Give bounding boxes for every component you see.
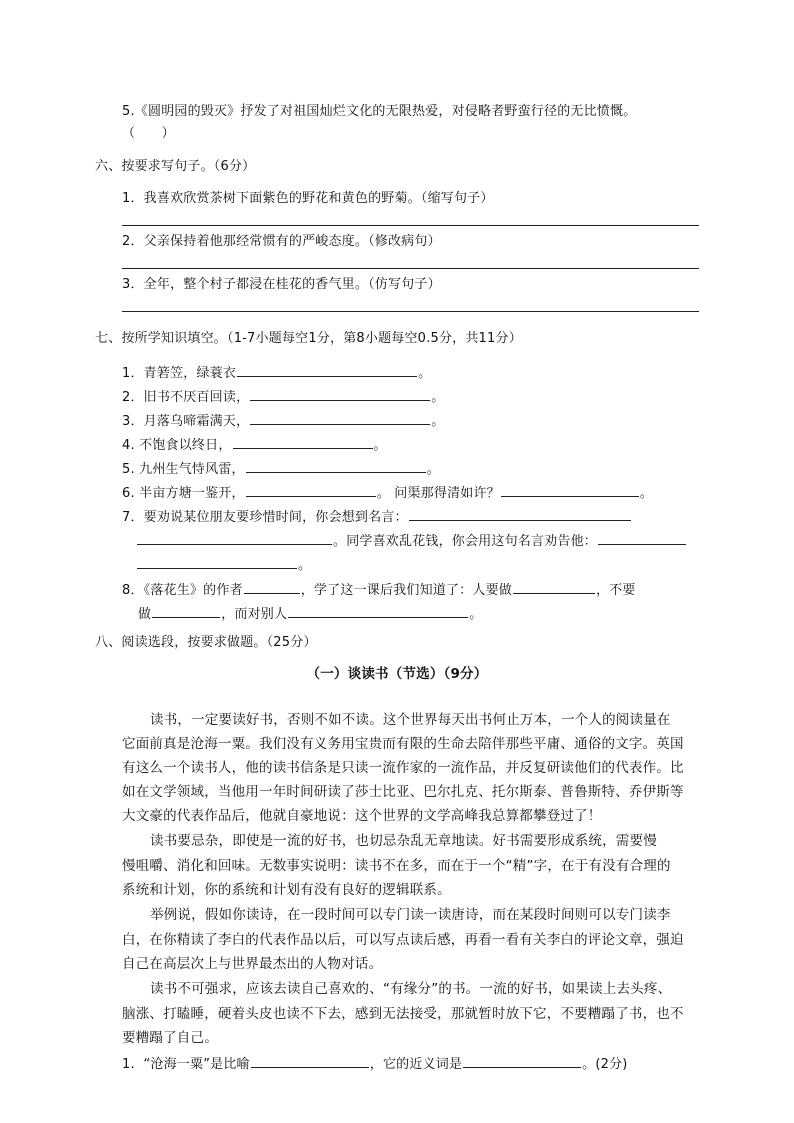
section-6-item-2: 2．父亲保持着他那经常惯有的严峻态度。（修改病句） xyxy=(122,234,441,249)
item-3-text: 3．月落乌啼霜满天， xyxy=(122,414,250,429)
item-8-text-d: 做 xyxy=(138,607,152,622)
passage-line-4: 如在文学领域，当他用一年时间研读了莎士比亚、巴尔扎克、托尔斯泰、普鲁斯特、乔伊斯等 xyxy=(122,784,684,800)
period: 。 xyxy=(639,486,654,501)
blank[interactable] xyxy=(288,603,468,618)
item-2-text: 2．旧书不厌百回读， xyxy=(122,390,250,405)
section-6-answer-line-3[interactable] xyxy=(122,311,699,312)
blank[interactable] xyxy=(137,530,332,545)
question-5-answer-bracket[interactable]: （ ） xyxy=(122,126,175,141)
passage-line-9: 举例说，假如你读诗，在一段时间可以专门读一读唐诗，而在某段时间则可以专门读李 xyxy=(150,907,671,923)
reading-question-1 xyxy=(122,1053,628,1074)
blank[interactable] xyxy=(250,410,430,425)
passage-line-7: 慢咀嚼、消化和回味。无数事实说明：读书不在多，而在于一个“精”字，在于有没有合理的 xyxy=(122,858,671,874)
section-7-heading: 七、按所学知识填空。（1-7小题每空1分，第8小题每空0.5分，共11分） xyxy=(95,331,522,346)
section-7-item-2 xyxy=(122,386,444,407)
section-8-heading: 八、阅读选段，按要求做题。（25分） xyxy=(95,635,317,650)
item-8-text-c: ，不要 xyxy=(595,583,636,598)
passage-line-6: 读书要忌杂，即使是一流的好书，也切忌杂乱无章地读。好书需要形成系统，需要慢 xyxy=(150,833,657,849)
section-7-item-7-end xyxy=(136,554,311,575)
period: 。 xyxy=(431,414,445,429)
blank[interactable] xyxy=(598,530,686,545)
section-7-item-3 xyxy=(122,410,444,431)
passage-line-12: 读书不可强求，应该去读自己喜欢的、“有缘分”的书。一流的好书，如果读上去头疼、 xyxy=(150,981,672,997)
section-7-item-7-cont xyxy=(136,530,687,551)
passage-line-13: 脑涨、打瞌睡，硬着头皮也读不下去，感到无法接受，那就暂时放下它，不要糟蹋了书，也不 xyxy=(122,1006,684,1022)
period: 。 xyxy=(418,366,432,381)
section-7-item-8 xyxy=(122,579,636,600)
blank[interactable] xyxy=(251,1053,369,1068)
blank[interactable] xyxy=(233,434,373,449)
section-7-item-6 xyxy=(122,482,653,503)
blank[interactable] xyxy=(152,603,220,618)
section-6-heading: 六、按要求写句子。（6分） xyxy=(95,159,256,174)
period: 。 xyxy=(469,607,483,622)
period: 。 xyxy=(426,462,440,477)
section-7-item-7 xyxy=(122,506,632,527)
item-8-text-e: ，而对别人 xyxy=(221,607,288,622)
blank[interactable] xyxy=(513,579,595,594)
item-7-text: 7．要劝说某位朋友要珍惜时间，你会想到名言： xyxy=(122,510,408,525)
blank[interactable] xyxy=(137,554,297,569)
blank[interactable] xyxy=(409,506,631,521)
period: 。 xyxy=(373,438,387,453)
passage-line-11: 自己在高层次上与世界最杰出的人物对话。 xyxy=(122,956,383,972)
item-6-text: 6. 半亩方塘一鉴开， xyxy=(122,486,245,501)
passage-line-8: 系统和计划，你的系统和计划有没有良好的逻辑联系。 xyxy=(122,882,451,898)
passage-line-2: 它面前真是沧海一粟。我们没有义务用宝贵而有限的生命去陪伴那些平庸、通俗的文字。英国 xyxy=(122,736,684,752)
section-6-answer-line-1[interactable] xyxy=(122,225,699,226)
section-6-item-1: 1．我喜欢欣赏茶树下面紫色的野花和黄色的野菊。（缩写句子） xyxy=(122,191,494,206)
section-6-answer-line-2[interactable] xyxy=(122,268,699,269)
item-1-text: 1．青箬笠，绿蓑衣 xyxy=(122,366,237,381)
period: 。 xyxy=(298,558,312,573)
question-5-text: 5.《圆明园的毁灭》抒发了对祖国灿烂文化的无限热爱，对侵略者野蛮行径的无比愤慨。 xyxy=(122,104,637,119)
passage-line-1: 读书，一定要读好书，否则不如不读。这个世界每天出书何止万本，一个人的阅读量在 xyxy=(150,712,671,728)
section-6-item-3: 3．全年，整个村子都浸在桂花的香气里。（仿写句子） xyxy=(122,277,441,292)
blank[interactable] xyxy=(463,1053,581,1068)
question-1-text-a: 1. “沧海一粟”是比喻 xyxy=(122,1057,250,1072)
item-7-middle: 。同学喜欢乱花钱，你会用这句名言劝告他： xyxy=(333,534,598,549)
item-4-text: 4. 不饱食以终日， xyxy=(122,438,232,453)
blank[interactable] xyxy=(501,482,639,497)
passage-line-14: 要糟蹋了自己。 xyxy=(122,1030,218,1046)
blank[interactable] xyxy=(246,482,376,497)
question-1-text-c: 。(2分) xyxy=(582,1057,628,1072)
section-7-item-1 xyxy=(122,362,431,383)
period: 。 xyxy=(431,390,445,405)
item-8-text-a: 8．《落花生》的作者 xyxy=(122,583,243,598)
passage-line-5: 大文豪的代表作品后，他就自豪地说：这个世界的文学高峰我总算都攀登过了！ xyxy=(122,808,602,824)
section-7-item-8-cont xyxy=(138,603,482,624)
passage-line-3: 有这么一个读书人，他的读书信条是只读一流作家的一流作品，并反复研读他们的代表作。比 xyxy=(122,760,684,776)
reading-title: （一）谈读书（节选）（9分） xyxy=(306,666,488,682)
question-1-text-b: ，它的近义词是 xyxy=(369,1057,463,1072)
section-7-item-5 xyxy=(122,458,440,479)
blank[interactable] xyxy=(246,458,426,473)
blank[interactable] xyxy=(244,579,300,594)
item-6-middle: 。 问渠那得清如许？ xyxy=(376,486,500,501)
item-5-text: 5. 九州生气恃风雷， xyxy=(122,462,245,477)
passage-line-10: 白，在你精读了李白的代表作品以后，可以写点读后感，再看一看有关李白的评论文章，强迫 xyxy=(122,932,684,948)
item-8-text-b: ，学了这一课后我们知道了：人要做 xyxy=(300,583,512,598)
section-7-item-4 xyxy=(122,434,387,455)
blank[interactable] xyxy=(250,386,430,401)
blank[interactable] xyxy=(237,362,417,377)
